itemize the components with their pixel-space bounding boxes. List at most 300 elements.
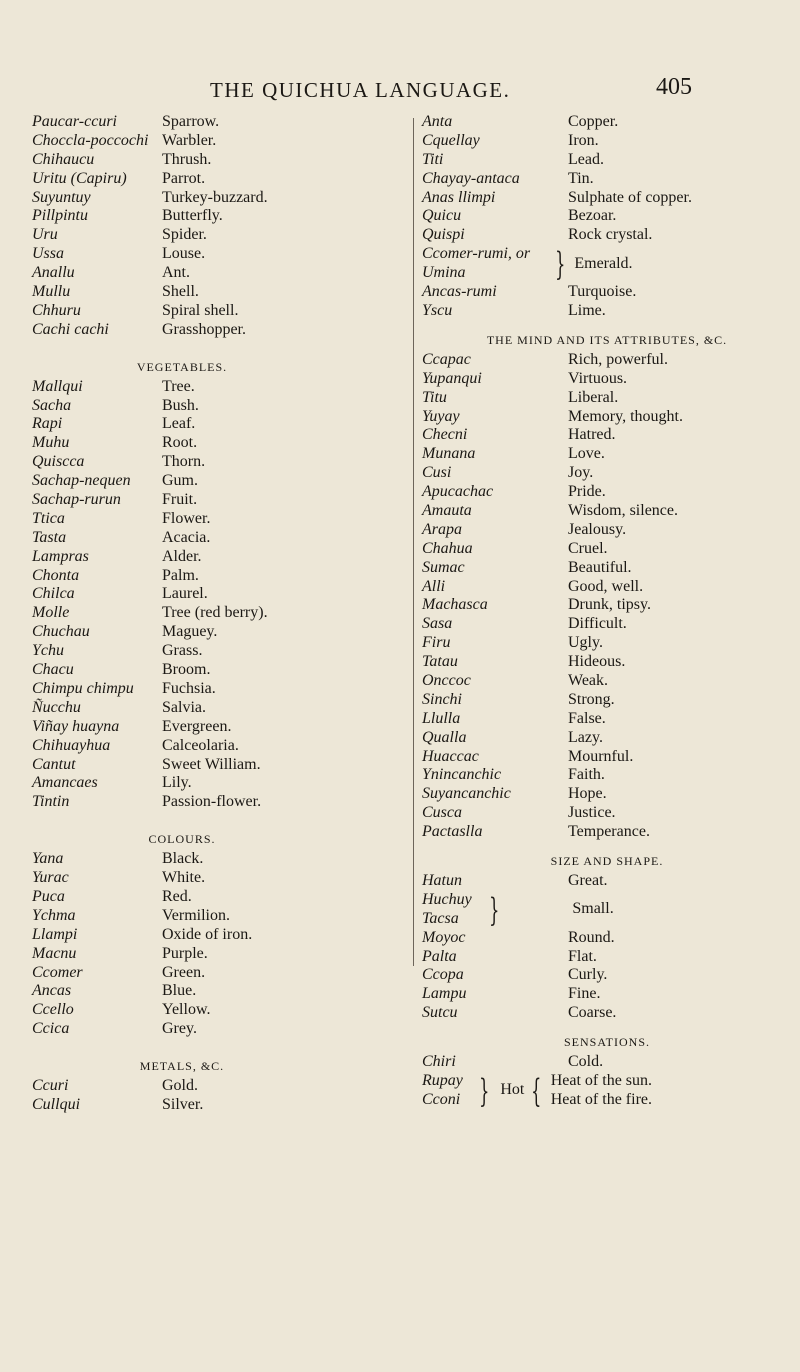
list-item (422, 872, 792, 891)
list-item (32, 1001, 352, 1020)
list-item (32, 623, 352, 642)
list-item (32, 226, 352, 245)
section-heading-metals: METALS, &C. (139, 1059, 225, 1074)
english-gloss: Evergreen. (162, 717, 232, 735)
quichua-term: Ttica (32, 509, 65, 527)
english-gloss: Faith. (568, 766, 605, 784)
english-gloss: Yellow. (162, 1001, 211, 1019)
english-gloss: Beautiful. (568, 558, 632, 576)
english-gloss: Purple. (162, 944, 208, 962)
quichua-term: Ancas (32, 982, 72, 1000)
quichua-term: Quicu (422, 207, 462, 225)
list-item (422, 189, 792, 208)
quichua-term: Chimpu chimpu (32, 679, 134, 697)
list-item (32, 434, 352, 453)
colours-list (32, 850, 352, 1039)
section-heading-mind: THE MIND AND ITS ATTRIBUTES, &C. (486, 332, 728, 347)
list-item (32, 207, 352, 226)
list-item (422, 766, 792, 785)
hot-glosses (551, 1072, 652, 1110)
list-item (422, 302, 792, 321)
list-item (32, 321, 352, 340)
english-gloss: Bush. (162, 396, 199, 414)
list-item (422, 615, 792, 634)
quichua-term: Quispi (422, 226, 465, 244)
list-item (422, 578, 792, 597)
quichua-term: Sachap-nequen (32, 472, 131, 490)
list-item (422, 966, 792, 985)
quichua-term: Tacsa (422, 909, 459, 927)
list-item (32, 245, 352, 264)
english-gloss: Cold. (568, 1053, 604, 1071)
quichua-term: Uru (32, 226, 58, 244)
quichua-term: Yana (32, 850, 64, 868)
list-item (32, 491, 352, 510)
english-gloss: Green. (162, 963, 206, 981)
quichua-term: Apucachac (422, 483, 494, 501)
quichua-term: Ychu (32, 642, 64, 660)
quichua-term: Sinchi (422, 690, 462, 708)
quichua-term: Palta (422, 947, 457, 965)
list-item (422, 634, 792, 653)
english-gloss: Parrot. (162, 169, 206, 187)
quichua-term: Lampu (422, 985, 467, 1003)
english-gloss: Lime. (568, 301, 606, 319)
quichua-term: Uritu (Capiru) (32, 169, 127, 187)
english-gloss: Coarse. (568, 1004, 617, 1022)
sensations-list (422, 1053, 792, 1110)
list-item (32, 415, 352, 434)
list-item (422, 226, 792, 245)
quichua-term: Checni (422, 426, 468, 444)
english-gloss: Silver. (162, 1095, 204, 1113)
quichua-term: Cachi cachi (32, 320, 109, 338)
english-gloss: Tree (red berry). (162, 604, 268, 622)
english-gloss: Small. (572, 900, 614, 918)
quichua-term: Yuyay (422, 407, 460, 425)
hot-label: Hot (500, 1081, 525, 1099)
english-gloss: Difficult. (568, 615, 627, 633)
quichua-term: Paucar-ccuri (32, 113, 117, 130)
list-item (32, 302, 352, 321)
english-gloss: Grey. (162, 1020, 197, 1038)
quichua-term: Ussa (32, 245, 65, 263)
quichua-term: Onccoc (422, 671, 471, 689)
quichua-term: Tatau (422, 653, 458, 671)
quichua-term: Qualla (422, 728, 467, 746)
metals-list-right (422, 113, 792, 321)
list-item (32, 510, 352, 529)
quichua-term: Amancaes (32, 774, 98, 792)
english-gloss: Louse. (162, 245, 206, 263)
small-entry (422, 891, 792, 929)
quichua-term: Anallu (32, 264, 75, 282)
list-item (32, 151, 352, 170)
right-column (422, 113, 792, 1110)
quichua-term: Anta (422, 113, 453, 130)
english-gloss: Curly. (568, 966, 608, 984)
list-item (422, 521, 792, 540)
quichua-term: Titi (422, 150, 444, 168)
quichua-term: Sachap-rurun (32, 491, 121, 509)
quichua-term: Ccello (32, 1001, 74, 1019)
list-item (422, 483, 792, 502)
english-gloss: Ant. (162, 264, 190, 282)
english-gloss: Black. (162, 850, 204, 868)
quichua-term: Sumac (422, 558, 465, 576)
quichua-term: Lampras (32, 547, 89, 565)
quichua-term: Chiri (422, 1053, 456, 1071)
english-gloss: Great. (568, 871, 608, 889)
list-item (422, 540, 792, 559)
list-item (32, 964, 352, 983)
english-gloss: Tree. (162, 377, 195, 395)
list-item (32, 472, 352, 491)
english-gloss: Bezoar. (568, 207, 617, 225)
english-gloss: Hatred. (568, 426, 616, 444)
english-gloss: Lazy. (568, 728, 603, 746)
metals-list-left (32, 1077, 352, 1115)
list-item (422, 502, 792, 521)
english-gloss: Joy. (568, 464, 594, 482)
english-gloss: Gold. (162, 1077, 198, 1095)
english-gloss: Good, well. (568, 577, 644, 595)
list-item (422, 1053, 792, 1072)
english-gloss: Heat of the fire. (550, 1090, 652, 1108)
english-gloss: Spider. (162, 226, 207, 244)
english-gloss: Shell. (162, 283, 199, 301)
quichua-term: Machasca (422, 596, 488, 614)
quichua-term: Tasta (32, 528, 67, 546)
list-item (32, 567, 352, 586)
list-item (422, 408, 792, 427)
quichua-term: Mallqui (32, 377, 83, 395)
quichua-term: Munana (422, 445, 476, 463)
brace-icon: } (489, 890, 500, 929)
quichua-term: Ychma (32, 906, 76, 924)
english-gloss: Butterfly. (162, 207, 223, 225)
quichua-term: Muhu (32, 434, 70, 452)
quichua-term: Cusi (422, 464, 452, 482)
english-gloss: Warbler. (162, 131, 217, 149)
list-item (422, 283, 792, 302)
quichua-term: Pillpintu (32, 207, 88, 225)
quichua-term: Hatun (422, 871, 462, 889)
quichua-term: Ccopa (422, 966, 464, 984)
list-item (32, 1020, 352, 1039)
section-heading-colours: COLOURS. (148, 832, 216, 847)
english-gloss: Weak. (568, 671, 609, 689)
list-item (32, 945, 352, 964)
english-gloss: Sulphate of copper. (568, 188, 692, 206)
section-heading-size: SIZE AND SHAPE. (550, 853, 664, 868)
quichua-term: Anas llimpi (422, 188, 496, 206)
list-item (32, 170, 352, 189)
list-item (422, 691, 792, 710)
english-gloss: Copper. (568, 113, 619, 130)
list-item (422, 170, 792, 189)
list-item (32, 283, 352, 302)
running-head: THE QUICHUA LANGUAGE. (210, 78, 511, 102)
quichua-term: Ccuri (32, 1077, 69, 1095)
list-item (422, 823, 792, 842)
list-item (32, 756, 352, 775)
column-rule (413, 118, 414, 966)
quichua-term: Chilca (32, 585, 75, 603)
list-item (422, 113, 792, 132)
list-item (32, 699, 352, 718)
quichua-term: Chihuayhua (32, 736, 111, 754)
quichua-term: Sasa (422, 615, 453, 633)
english-gloss: Strong. (568, 690, 615, 708)
quichua-term: Chayay-antaca (422, 169, 520, 187)
quichua-term: Ccapac (422, 350, 471, 368)
list-item (32, 888, 352, 907)
section-heading-sensations: SENSATIONS. (563, 1035, 650, 1050)
english-gloss: Hope. (568, 785, 607, 803)
english-gloss: Passion-flower. (162, 793, 262, 811)
quichua-term: Ñucchu (32, 698, 81, 716)
english-gloss: Root. (162, 434, 198, 452)
english-gloss: Gum. (162, 472, 198, 490)
quichua-term: Macnu (32, 944, 77, 962)
quichua-term: Rupay (422, 1072, 463, 1090)
list-item (32, 453, 352, 472)
list-item (422, 426, 792, 445)
english-gloss: Ugly. (568, 634, 603, 652)
english-gloss: Fuchsia. (162, 679, 216, 697)
quichua-term: Viñay huayna (32, 717, 120, 735)
quichua-term: Llulla (422, 709, 461, 727)
list-item (422, 389, 792, 408)
quichua-term: Quiscca (32, 453, 85, 471)
quichua-term: Cantut (32, 755, 76, 773)
english-gloss: Fruit. (162, 491, 198, 509)
english-gloss: Broom. (162, 661, 211, 679)
quichua-term: Yurac (32, 869, 69, 887)
english-gloss: Salvia. (162, 698, 206, 716)
english-gloss: Lily. (162, 774, 192, 792)
list-item (32, 718, 352, 737)
english-gloss: Mournful. (568, 747, 634, 765)
english-gloss: Turquoise. (568, 283, 637, 301)
list-item (32, 189, 352, 208)
english-gloss: Laurel. (162, 585, 208, 603)
english-gloss: Grass. (162, 642, 203, 660)
english-gloss: Love. (568, 445, 605, 463)
english-gloss: Emerald. (574, 254, 633, 272)
vegetables-list (32, 378, 352, 812)
english-gloss: Tin. (568, 169, 594, 187)
list-item (32, 850, 352, 869)
left-column (32, 113, 352, 1115)
section-heading-vegetables: VEGETABLES. (136, 359, 228, 374)
list-item (32, 737, 352, 756)
list-item (422, 804, 792, 823)
english-gloss: Calceolaria. (162, 736, 239, 754)
quichua-term: Puca (32, 887, 65, 905)
english-gloss: Spiral shell. (162, 301, 239, 319)
english-gloss: Fine. (568, 985, 601, 1003)
list-item (422, 710, 792, 729)
list-item (422, 653, 792, 672)
quichua-term: Llampi (32, 925, 78, 943)
english-gloss: White. (162, 869, 206, 887)
hot-terms (422, 1072, 474, 1110)
brace-icon: } (479, 1071, 490, 1110)
list-item (422, 132, 792, 151)
list-item (32, 926, 352, 945)
quichua-term: Sutcu (422, 1004, 458, 1022)
list-item (32, 548, 352, 567)
list-item (32, 113, 352, 132)
list-item (32, 642, 352, 661)
quichua-term: Yupanqui (422, 369, 482, 387)
english-gloss: Jealousy. (568, 520, 627, 538)
list-item (422, 351, 792, 370)
list-item (32, 585, 352, 604)
list-item (32, 680, 352, 699)
quichua-term: Cquellay (422, 131, 480, 149)
list-item (422, 729, 792, 748)
english-gloss: Cruel. (568, 539, 608, 557)
page-number: 405 (656, 74, 692, 100)
list-item (32, 1096, 352, 1115)
english-gloss: Turkey-buzzard. (162, 188, 268, 206)
quichua-term: Chacu (32, 661, 74, 679)
list-item (32, 1077, 352, 1096)
quichua-term: Chonta (32, 566, 80, 584)
list-item (32, 774, 352, 793)
quichua-term: Moyoc (422, 928, 466, 946)
english-gloss: False. (568, 709, 606, 727)
english-gloss: Hideous. (568, 653, 626, 671)
list-item (422, 596, 792, 615)
quichua-term: Tintin (32, 793, 70, 811)
list-item (32, 793, 352, 812)
hot-entry (422, 1072, 792, 1110)
birds-list (32, 113, 352, 340)
english-gloss: Blue. (162, 982, 197, 1000)
list-item (32, 264, 352, 283)
english-gloss: Temperance. (568, 823, 650, 841)
quichua-term: Sacha (32, 396, 72, 414)
quichua-term: Rapi (32, 415, 63, 433)
list-item (422, 748, 792, 767)
english-gloss: Heat of the sun. (550, 1072, 653, 1090)
list-item (32, 397, 352, 416)
quichua-term: Cullqui (32, 1095, 81, 1113)
quichua-term: Ynincanchic (422, 766, 502, 784)
quichua-term: Firu (422, 634, 451, 652)
list-item (422, 445, 792, 464)
english-gloss: Justice. (568, 804, 616, 822)
quichua-term: Pactaslla (422, 823, 483, 841)
list-item (422, 559, 792, 578)
english-gloss: Flat. (568, 947, 597, 965)
english-gloss: Thrush. (162, 150, 212, 168)
emerald-entry (422, 245, 792, 283)
list-item (422, 1004, 792, 1023)
english-gloss: Wisdom, silence. (568, 501, 678, 519)
quichua-term: Umina (422, 264, 466, 282)
english-gloss: Vermilion. (162, 906, 230, 924)
english-gloss: Virtuous. (568, 369, 628, 387)
english-gloss: Thorn. (162, 453, 206, 471)
quichua-term: Molle (32, 604, 70, 622)
quichua-term: Ccica (32, 1020, 70, 1038)
english-gloss: Iron. (568, 131, 599, 149)
emerald-terms (422, 245, 550, 283)
quichua-term: Ccomer (32, 963, 83, 981)
list-item (422, 929, 792, 948)
small-terms (422, 891, 484, 929)
mind-list (422, 351, 792, 842)
list-item (422, 785, 792, 804)
english-gloss: Grasshopper. (162, 320, 246, 338)
list-item (422, 207, 792, 226)
english-gloss: Sweet William. (162, 755, 261, 773)
list-item (422, 370, 792, 389)
quichua-term: Choccla-poccochi (32, 131, 149, 149)
list-item (32, 132, 352, 151)
english-gloss: Round. (568, 928, 615, 946)
quichua-term: Chahua (422, 539, 473, 557)
list-item (32, 982, 352, 1001)
quichua-term: Chihaucu (32, 150, 95, 168)
list-item (422, 985, 792, 1004)
list-item (32, 907, 352, 926)
english-gloss: Memory, thought. (568, 407, 683, 425)
english-gloss: Rock crystal. (568, 226, 653, 244)
quichua-term: Cusca (422, 804, 462, 822)
english-gloss: Drunk, tipsy. (568, 596, 651, 614)
quichua-term: Arapa (422, 520, 462, 538)
english-gloss: Flower. (162, 509, 211, 527)
quichua-term: Titu (422, 388, 447, 406)
brace-icon: { (531, 1071, 542, 1110)
english-gloss: Maguey. (162, 623, 218, 641)
quichua-term: Huchuy (422, 890, 472, 908)
quichua-term: Chhuru (32, 301, 81, 319)
english-gloss: Rich, powerful. (568, 350, 668, 368)
list-item (422, 464, 792, 483)
english-gloss: Pride. (568, 483, 606, 501)
list-item (32, 604, 352, 623)
quichua-term: Ccomer-rumi, or (422, 245, 531, 263)
english-gloss: Lead. (568, 150, 604, 168)
list-item (32, 529, 352, 548)
english-gloss: Red. (162, 887, 192, 905)
list-item (422, 948, 792, 967)
list-item (422, 151, 792, 170)
quichua-term: Alli (422, 577, 446, 595)
quichua-term: Mullu (32, 283, 71, 301)
english-gloss: Alder. (162, 547, 202, 565)
quichua-term: Ancas-rumi (422, 283, 497, 301)
quichua-term: Suyancanchic (422, 785, 511, 803)
brace-icon: } (555, 245, 566, 284)
list-item (32, 869, 352, 888)
list-item (32, 378, 352, 397)
list-item (32, 661, 352, 680)
english-gloss: Leaf. (162, 415, 196, 433)
english-gloss: Liberal. (568, 388, 619, 406)
english-gloss: Palm. (162, 566, 199, 584)
english-gloss: Oxide of iron. (162, 925, 253, 943)
english-gloss: Acacia. (162, 528, 211, 546)
quichua-term: Cconi (422, 1090, 461, 1108)
